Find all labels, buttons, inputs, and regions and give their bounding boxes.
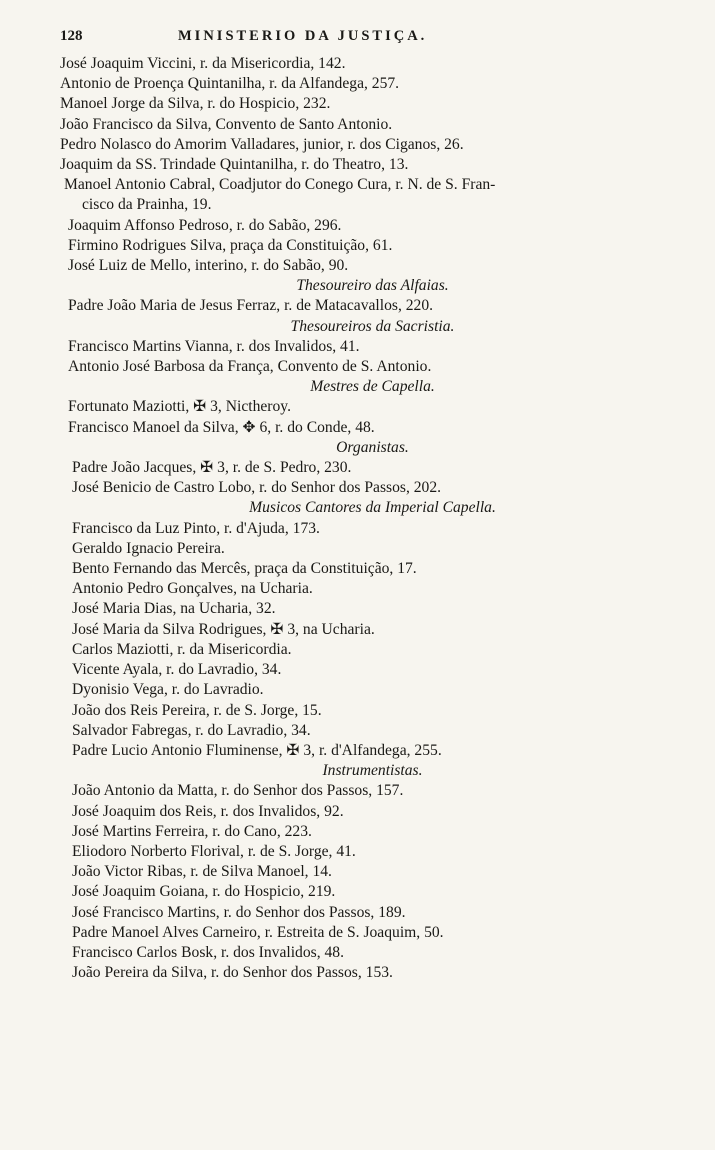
list-item: Antonio Pedro Gonçalves, na Ucharia. <box>72 580 313 598</box>
list-item: João Francisco da Silva, Convento de Santo Antonio. <box>60 115 393 133</box>
list-item: Francisco Carlos Bosk, r. dos Invalidos, 48. <box>72 943 345 961</box>
list-item: Salvador Fabregas, r. do Lavradio, 34. <box>72 721 311 739</box>
list-item: João Victor Ribas, r. de Silva Manoel, 14. <box>72 863 332 881</box>
list-item: Joaquim Affonso Pedroso, r. do Sabão, 296. <box>68 216 342 234</box>
list-item: Manoel Jorge da Silva, r. do Hospicio, 232. <box>60 95 331 113</box>
list-item: Geraldo Ignacio Pereira. <box>72 539 225 557</box>
list-item: Bento Fernando das Mercês, praça da Constituição, 17. <box>72 560 417 578</box>
list-item: José Francisco Martins, r. do Senhor dos Passos, 189. <box>72 903 406 921</box>
list-item: José Martins Ferreira, r. do Cano, 223. <box>72 822 312 840</box>
list-item: João Pereira da Silva, r. do Senhor dos Passos, 153. <box>72 964 393 982</box>
list-item: João dos Reis Pereira, r. de S. Jorge, 15. <box>72 701 322 719</box>
list-item: Padre João Maria de Jesus Ferraz, r. de Matacavallos, 220. <box>68 297 434 315</box>
list-item: Antonio José Barbosa da França, Convento de S. Antonio. <box>68 358 432 376</box>
list-item: Francisco Martins Vianna, r. dos Invalidos, 41. <box>68 337 360 355</box>
list-item: José Luiz de Mello, interino, r. do Sabão, 90. <box>68 257 349 275</box>
list-item: Dyonisio Vega, r. do Lavradio. <box>72 681 264 699</box>
page-number: 128 <box>60 28 83 44</box>
running-title: MINISTERIO DA JUSTIÇA. <box>178 28 428 44</box>
list-item: Eliodoro Norberto Florival, r. de S. Jorge, 41. <box>72 842 356 860</box>
directory-list <box>60 54 685 983</box>
page-header <box>60 26 685 50</box>
list-item: Manoel Antonio Cabral, Coadjutor do Conego Cura, r. N. de S. Fran- <box>64 176 496 194</box>
list-item: José Joaquim dos Reis, r. dos Invalidos, 92. <box>72 802 344 820</box>
list-item: Padre João Jacques, ✠ 3, r. de S. Pedro, 230. <box>72 459 352 477</box>
document-page <box>60 26 685 983</box>
list-item: Padre Lucio Antonio Fluminense, ✠ 3, r. d'Alfandega, 255. <box>72 741 442 759</box>
section-heading-mestres-capella: Mestres de Capella. <box>310 378 435 396</box>
list-item: Vicente Ayala, r. do Lavradio, 34. <box>72 661 282 679</box>
list-item: Pedro Nolasco do Amorim Valladares, junior, r. dos Ciganos, 26. <box>60 135 464 153</box>
list-item: José Maria Dias, na Ucharia, 32. <box>72 600 276 618</box>
list-item: Carlos Maziotti, r. da Misericordia. <box>72 640 292 658</box>
section-heading-musicos-cantores: Musicos Cantores da Imperial Capella. <box>249 499 496 517</box>
section-heading-instrumentistas: Instrumentistas. <box>322 762 423 780</box>
list-item: Padre Manoel Alves Carneiro, r. Estreita de S. Joaquim, 50. <box>72 923 444 941</box>
list-item: José Joaquim Goiana, r. do Hospicio, 219. <box>72 883 336 901</box>
list-item: João Antonio da Matta, r. do Senhor dos Passos, 157. <box>72 782 404 800</box>
section-heading-organistas: Organistas. <box>336 438 409 456</box>
list-item: José Maria da Silva Rodrigues, ✠ 3, na Ucharia. <box>72 620 375 638</box>
section-heading-thesoureiro-alfaias: Thesoureiro das Alfaias. <box>296 277 449 295</box>
list-item: Joaquim da SS. Trindade Quintanilha, r. do Theatro, 13. <box>60 156 409 174</box>
list-item: Firmino Rodrigues Silva, praça da Constituição, 61. <box>68 236 393 254</box>
list-item: Francisco Manoel da Silva, ✥ 6, r. do Conde, 48. <box>68 418 375 436</box>
list-item: Fortunato Maziotti, ✠ 3, Nictheroy. <box>68 398 291 416</box>
list-item: Antonio de Proença Quintanilha, r. da Alfandega, 257. <box>60 75 400 93</box>
list-item: Francisco da Luz Pinto, r. d'Ajuda, 173. <box>72 519 320 537</box>
list-item-continuation: cisco da Prainha, 19. <box>82 196 212 214</box>
list-item: José Benicio de Castro Lobo, r. do Senhor dos Passos, 202. <box>72 479 442 497</box>
list-item: José Joaquim Viccini, r. da Misericordia, 142. <box>60 55 346 72</box>
section-heading-thesoureiros-sacristia: Thesoureiros da Sacristia. <box>290 317 455 335</box>
